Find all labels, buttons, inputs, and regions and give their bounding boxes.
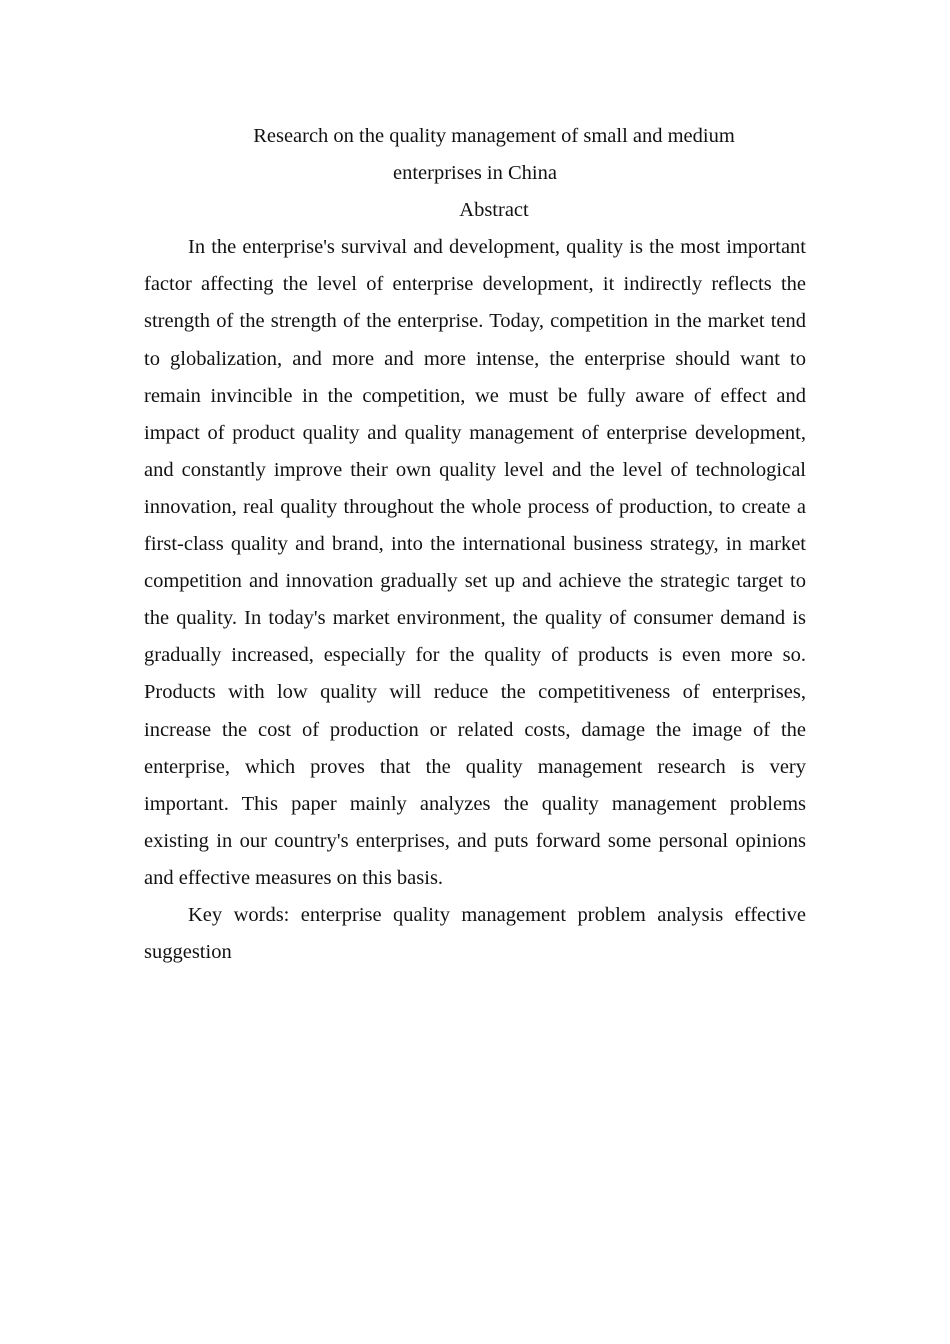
title-line-2: enterprises in China: [393, 162, 557, 185]
abstract-heading: Abstract: [459, 199, 529, 222]
document-content: [144, 118, 806, 971]
title-line-1: Research on the quality management of small and medium: [253, 125, 735, 147]
keywords: Key words: enterprise quality management problem analysis effective suggestion: [144, 903, 806, 964]
abstract-body: In the enterprise's survival and development, quality is the most important factor affecting the level of enterprise development, it indirectly reflects the strength of the strength of the enterprise. Today, competition in the market tend to globalization, and more and more intense, the enterprise should want to remain invincible in the competition, we must be fully aware of effect and impact of product quality and quality management of enterprise development, and constantly improve their own quality level and the level of technological innovation, real quality throughout the whole process of production, to create a first-class quality and brand, into the international business strategy, in market competition and innovation gradually set up and achieve the strategic target to the quality. In today's market environment, the quality of consumer demand is gradually increased, especially for the quality of products is even more so. Products with low quality will reduce the competitiveness of enterprises, increase the cost of production or related costs, damage the image of the enterprise, which proves that the quality management research is very important. This paper mainly analyzes the quality management problems existing in our country's enterprises, and puts forward some personal opinions and effective measures on this basis.: [144, 236, 806, 889]
